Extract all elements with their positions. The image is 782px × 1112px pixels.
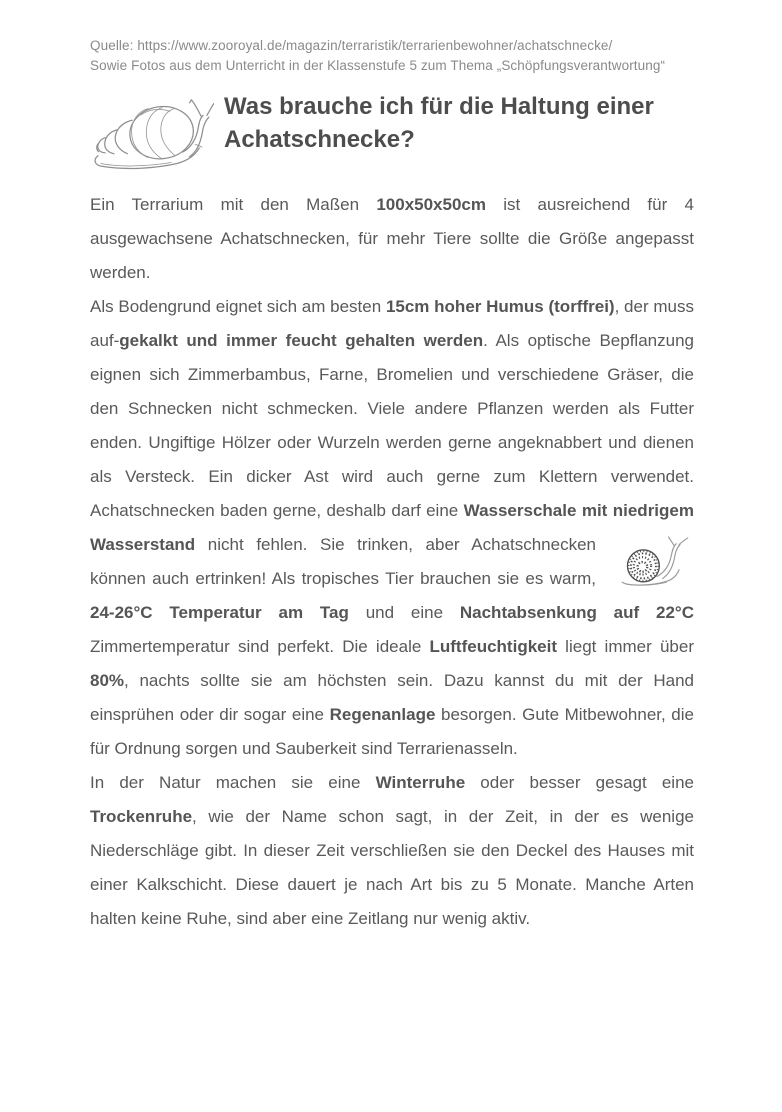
article-body (90, 188, 694, 936)
bold-text-run: Luftfeuchtigkeit (429, 637, 557, 656)
bold-text-run: 100x50x50cm (376, 195, 486, 214)
bold-text-run: 15cm hoher Humus (torffrei) (385, 297, 615, 316)
paragraph-terrarium (90, 188, 694, 290)
text-run: Ein Terrarium mit den Maßen (90, 195, 377, 214)
text-run: nicht fehlen. (195, 535, 320, 554)
bold-text-run: 24-26°C Temperatur am Tag (90, 603, 349, 622)
snail-illustration-large-icon (88, 96, 214, 177)
text-run: liegt immer über (557, 637, 694, 656)
paragraph-bodengrund-klima (90, 290, 694, 766)
text-run: oder besser gesagt eine (465, 773, 694, 792)
text-run: Als Bodengrund eignet sich am besten (90, 297, 386, 316)
page-title: Was brauche ich für die Haltung einer Achatschnecke? (224, 93, 654, 153)
text-run: . Als optische Bepflanzung eignen sich Zimmerbambus, Farne, Bromelien und verschiedene Gräser, die den Schnecken nicht schmecken. Viele andere Pflanzen werden als Futter enden. Ungiftige Hölzer oder Wurzeln werden gerne angeknabbert und dienen als Versteck. Ein dicker Ast wird auch gerne zum Klettern verwendet. Achatschnecken baden gerne, deshalb darf eine (90, 331, 694, 520)
text-run: besorgen. Gute Mitbewohner, die für Ordnung sorgen und Sauberkeit sind Terrarienasseln. (90, 705, 694, 758)
bold-text-run: 80% (90, 671, 125, 690)
text-run: , der muss auf- (90, 297, 694, 350)
text-run: , nachts sollte sie am höchsten sein. Dazu kannst du mit der Hand einsprühen oder dir sogar eine (90, 671, 694, 724)
source-line-url: Quelle: https://www.zooroyal.de/magazin/terraristik/terrarienbewohner/achatschnecke/ (90, 38, 613, 53)
source-block (90, 36, 730, 76)
bold-text-run: gekalkt und immer feucht gehalten werden (119, 331, 484, 350)
text-run: und eine (348, 603, 460, 622)
snail-illustration-small-icon (610, 532, 694, 594)
paragraph-winterruhe (90, 766, 694, 936)
text-run: In der Natur machen sie eine (90, 773, 376, 792)
bold-text-run: Nachtabsenkung auf 22°C (459, 603, 694, 622)
text-run: ist ausreichend für 4 ausgewachsene Achatschnecken, für mehr Tiere sollte die Größe angepasst werden. (90, 195, 694, 282)
bold-text-run: Trockenruhe (90, 807, 193, 826)
bold-text-run: Regenanlage (329, 705, 436, 724)
bold-text-run: Wasserschale mit niedrigem Wasserstand (90, 501, 694, 554)
text-run: , wie der Name schon sagt, in der Zeit, in der es wenige Niederschläge gibt. In dieser Zeit verschließen sie den Deckel des Hauses mit einer Kalkschicht. Diese dauert je nach Art bis zu 5 Monate. Manche Arten halten keine Ruhe, sind aber eine Zeitlang nur wenig aktiv. (90, 807, 694, 928)
header (88, 90, 708, 177)
text-run: Zimmertemperatur sind perfekt. Die ideale (90, 637, 430, 656)
text-run: Sie trinken, aber Achatschnecken können auch ertrinken! Als tropisches Tier brauchen sie es warm, (90, 535, 596, 588)
source-line-photos: Sowie Fotos aus dem Unterricht in der Klassenstufe 5 zum Thema „Schöpfungsverantwortung“ (90, 58, 666, 73)
bold-text-run: Winterruhe (375, 773, 466, 792)
